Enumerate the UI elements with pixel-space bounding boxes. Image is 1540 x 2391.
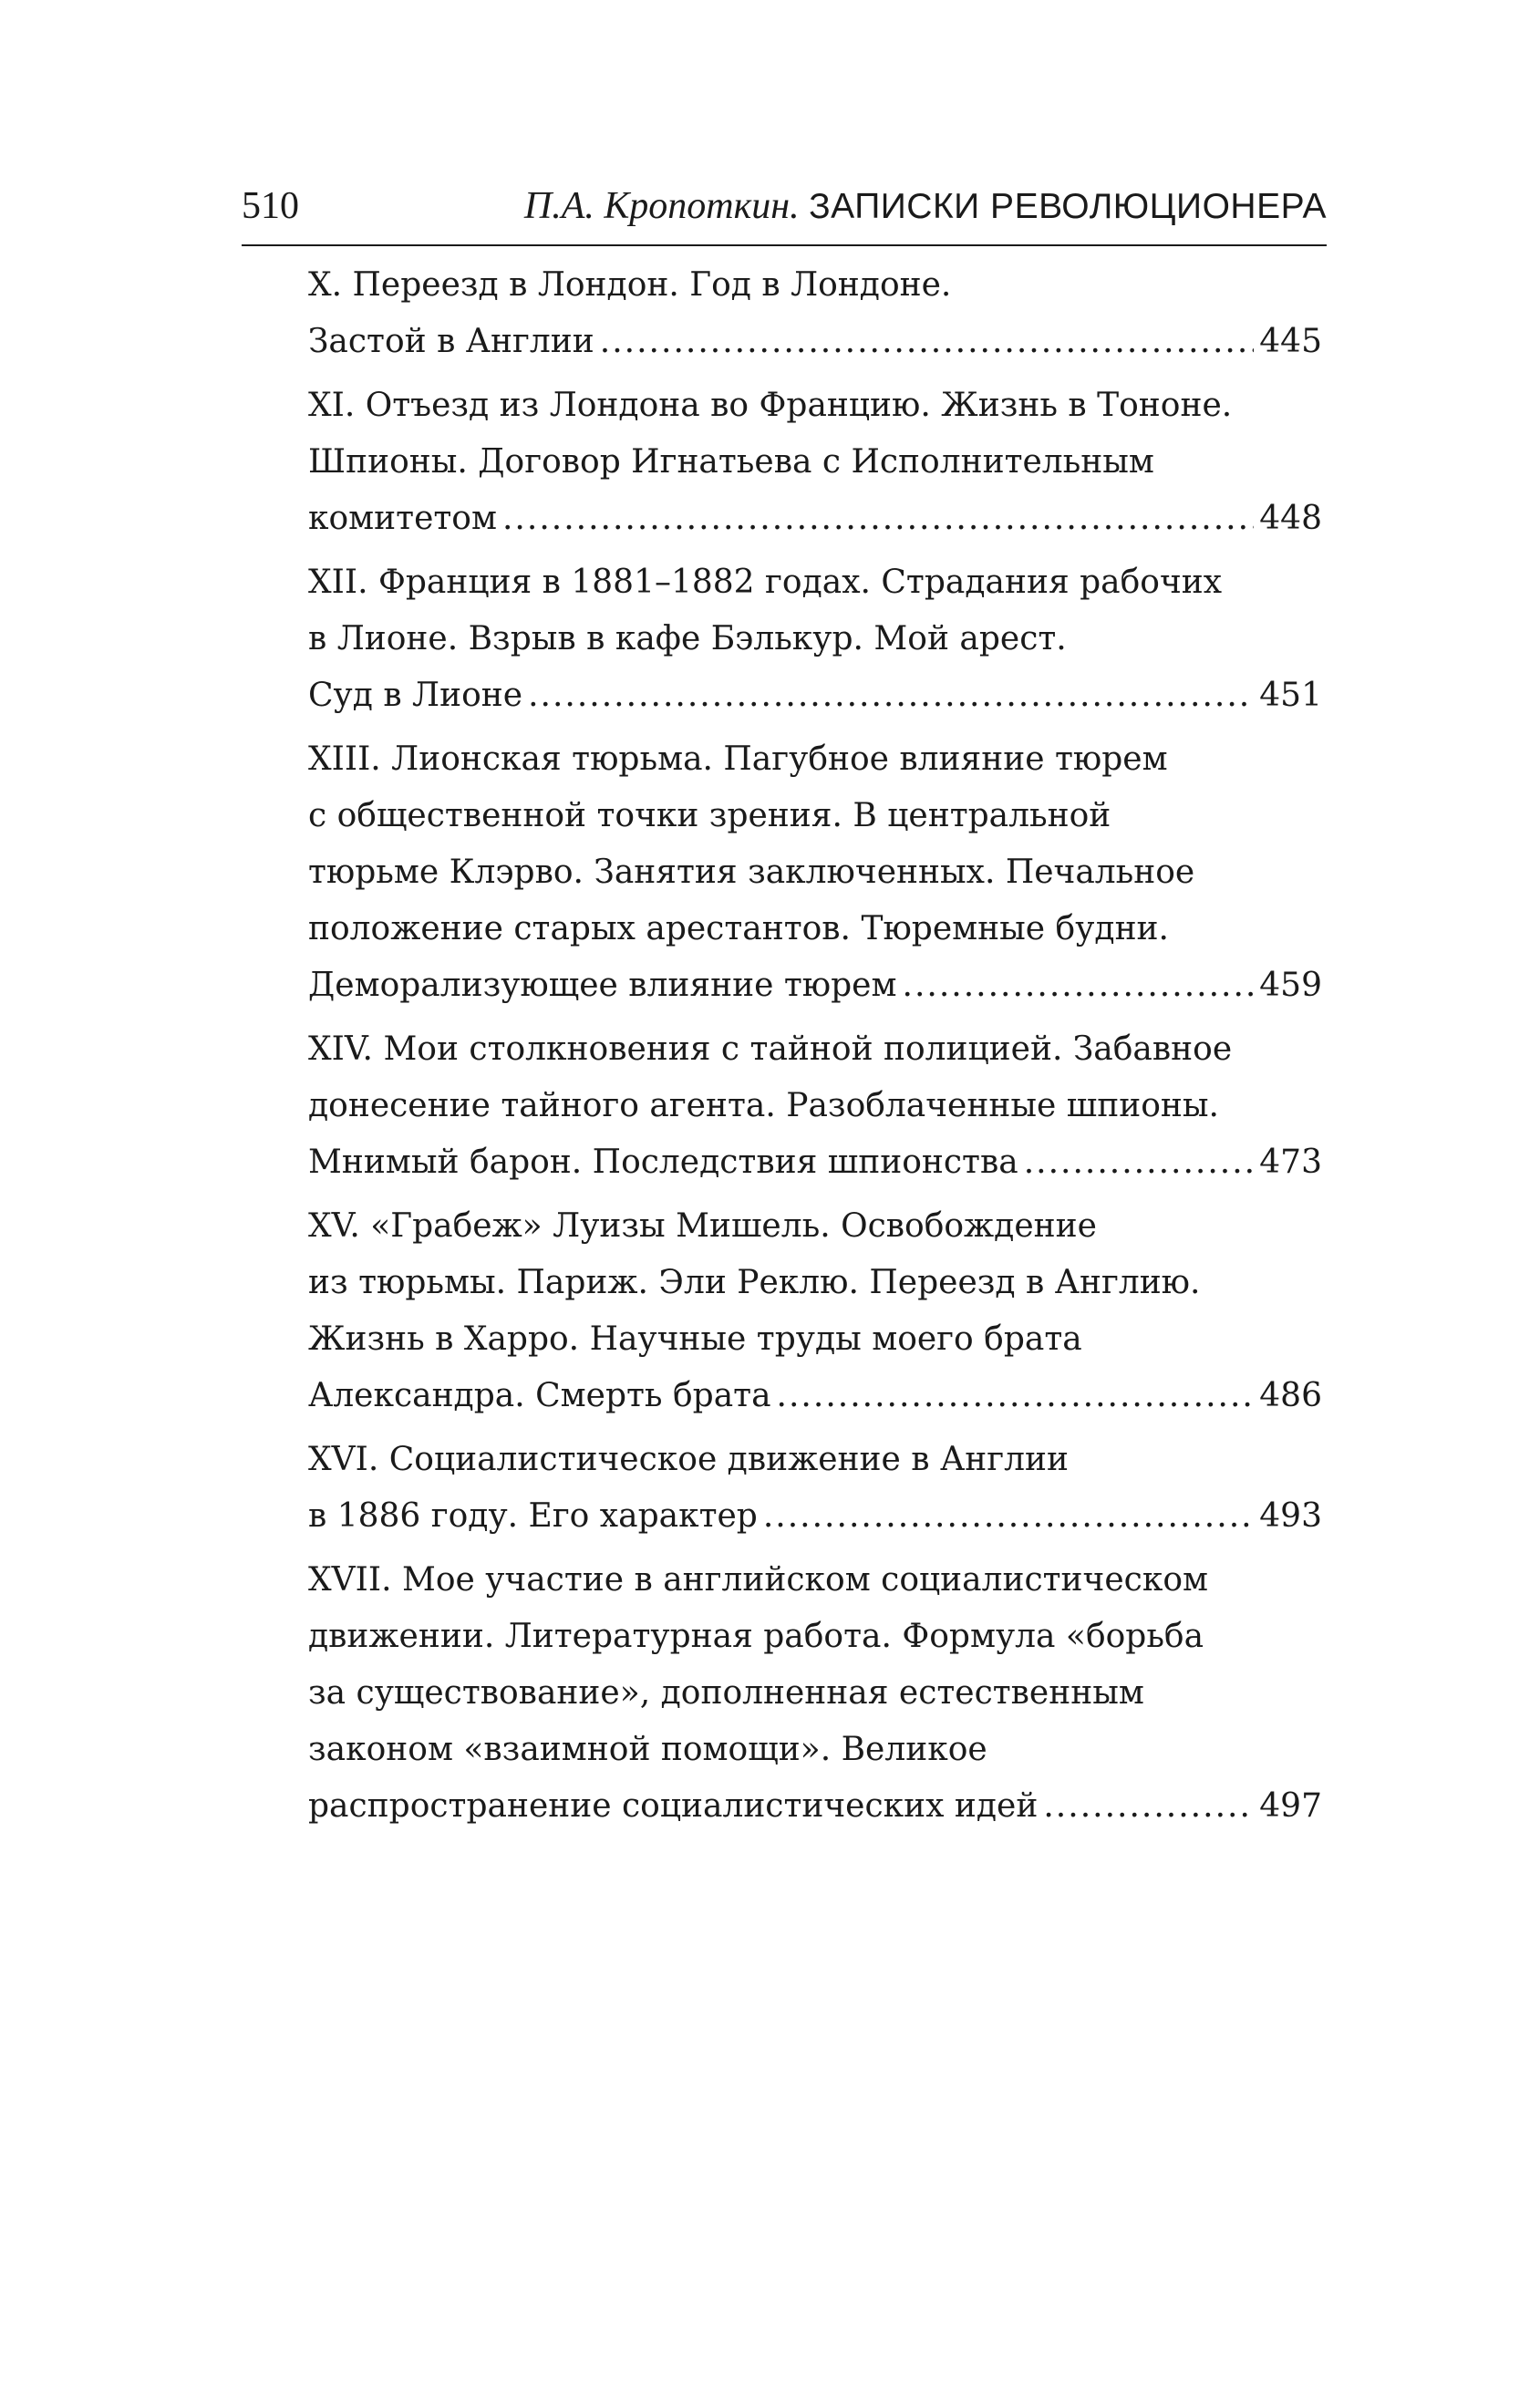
- toc-entry-line: за существование», дополненная естественным: [308, 1674, 1144, 1712]
- toc-entry: [308, 554, 1322, 724]
- toc-entry: [308, 1432, 1322, 1545]
- toc-entry-line: распространение социалистических идей: [308, 1787, 1039, 1825]
- page-number: 510: [242, 185, 299, 227]
- table-of-contents: [308, 257, 1322, 1842]
- toc-entry-final-line: [308, 1368, 1322, 1424]
- toc-entry: [308, 1552, 1322, 1835]
- toc-entry-line: тюрьме Клэрво. Занятия заключенных. Печальное: [308, 854, 1195, 891]
- toc-entry-line: положение старых арестантов. Тюремные будни.: [308, 910, 1169, 947]
- toc-entry-final-line: [308, 957, 1322, 1014]
- toc-page-number: 486: [1259, 1377, 1322, 1414]
- toc-entry-line: движении. Литературная работа. Формула «борьба: [308, 1618, 1204, 1655]
- dot-leader: [777, 1368, 1255, 1424]
- toc-entry: [308, 1021, 1322, 1191]
- book-title: ЗАПИСКИ РЕВОЛЮЦИОНЕРА: [809, 187, 1327, 226]
- dot-leader: [763, 1488, 1254, 1545]
- author-name: П.А. Кропоткин.: [523, 185, 800, 227]
- toc-page-number: 459: [1259, 967, 1322, 1004]
- toc-entry-line: в 1886 году. Его характер: [308, 1497, 758, 1535]
- dot-leader: [903, 957, 1255, 1014]
- toc-entry-line: законом «взаимной помощи». Великое: [308, 1731, 987, 1768]
- toc-entry-line: Суд в Лионе: [308, 677, 523, 714]
- toc-entry-line: Шпионы. Договор Игнатьева с Исполнительным: [308, 443, 1154, 481]
- toc-entry-final-line: [308, 491, 1322, 547]
- toc-entry-final-line: [308, 1778, 1322, 1835]
- toc-entry: [308, 731, 1322, 1014]
- toc-entry-final-line: [308, 1134, 1322, 1191]
- toc-entry-line: Александра. Смерть брата: [308, 1377, 771, 1414]
- toc-entry-line: XII. Франция в 1881–1882 годах. Страдания рабочих: [308, 564, 1223, 601]
- toc-entry-line: XV. «Грабеж» Луизы Мишель. Освобождение: [308, 1207, 1097, 1245]
- toc-entry-line: комитетом: [308, 500, 497, 537]
- header-rule: [242, 244, 1327, 246]
- toc-entry-line: из тюрьмы. Париж. Эли Реклю. Переезд в Англию.: [308, 1264, 1201, 1301]
- running-head: [242, 179, 1327, 233]
- toc-page-number: 448: [1259, 500, 1322, 537]
- toc-entry-line: донесение тайного агента. Разоблаченные шпионы.: [308, 1087, 1219, 1124]
- toc-entry-line: Мнимый барон. Последствия шпионства: [308, 1144, 1018, 1181]
- dot-leader: [600, 314, 1255, 370]
- toc-entry-final-line: [308, 1488, 1322, 1545]
- toc-entry-final-line: [308, 314, 1322, 370]
- toc-entry-final-line: [308, 668, 1322, 724]
- toc-page-number: 473: [1259, 1144, 1322, 1181]
- dot-leader: [1043, 1778, 1254, 1835]
- toc-entry-line: XIV. Мои столкновения с тайной полицией. Забавное: [308, 1030, 1233, 1068]
- toc-entry-line: XI. Отъезд из Лондона во Францию. Жизнь в Тононе.: [308, 387, 1233, 424]
- toc-entry: [308, 1198, 1322, 1424]
- toc-entry-line: XVI. Социалистическое движение в Англии: [308, 1441, 1069, 1478]
- running-title: [524, 179, 1327, 234]
- toc-page-number: 493: [1259, 1497, 1322, 1535]
- toc-entry: [308, 257, 1322, 370]
- toc-entry-line: Жизнь в Харро. Научные труды моего брата: [308, 1320, 1082, 1358]
- dot-leader: [1024, 1134, 1255, 1191]
- toc-entry-line: с общественной точки зрения. В центральной: [308, 797, 1111, 834]
- toc-entry-line: XVII. Мое участие в английском социалистическом: [308, 1561, 1208, 1599]
- toc-entry-line: XIII. Лионская тюрьма. Пагубное влияние тюрем: [308, 740, 1168, 778]
- toc-page-number: 451: [1259, 677, 1322, 714]
- dot-leader: [528, 668, 1254, 724]
- toc-entry-line: X. Переезд в Лондон. Год в Лондоне.: [308, 266, 952, 304]
- toc-entry-line: в Лионе. Взрыв в кафе Бэлькур. Мой арест.: [308, 620, 1067, 657]
- toc-entry-line: Деморализующее влияние тюрем: [308, 967, 897, 1004]
- toc-page-number: 497: [1259, 1787, 1322, 1825]
- toc-entry: [308, 378, 1322, 547]
- toc-page-number: 445: [1259, 323, 1322, 360]
- toc-entry-line: Застой в Англии: [308, 323, 594, 360]
- dot-leader: [502, 491, 1254, 547]
